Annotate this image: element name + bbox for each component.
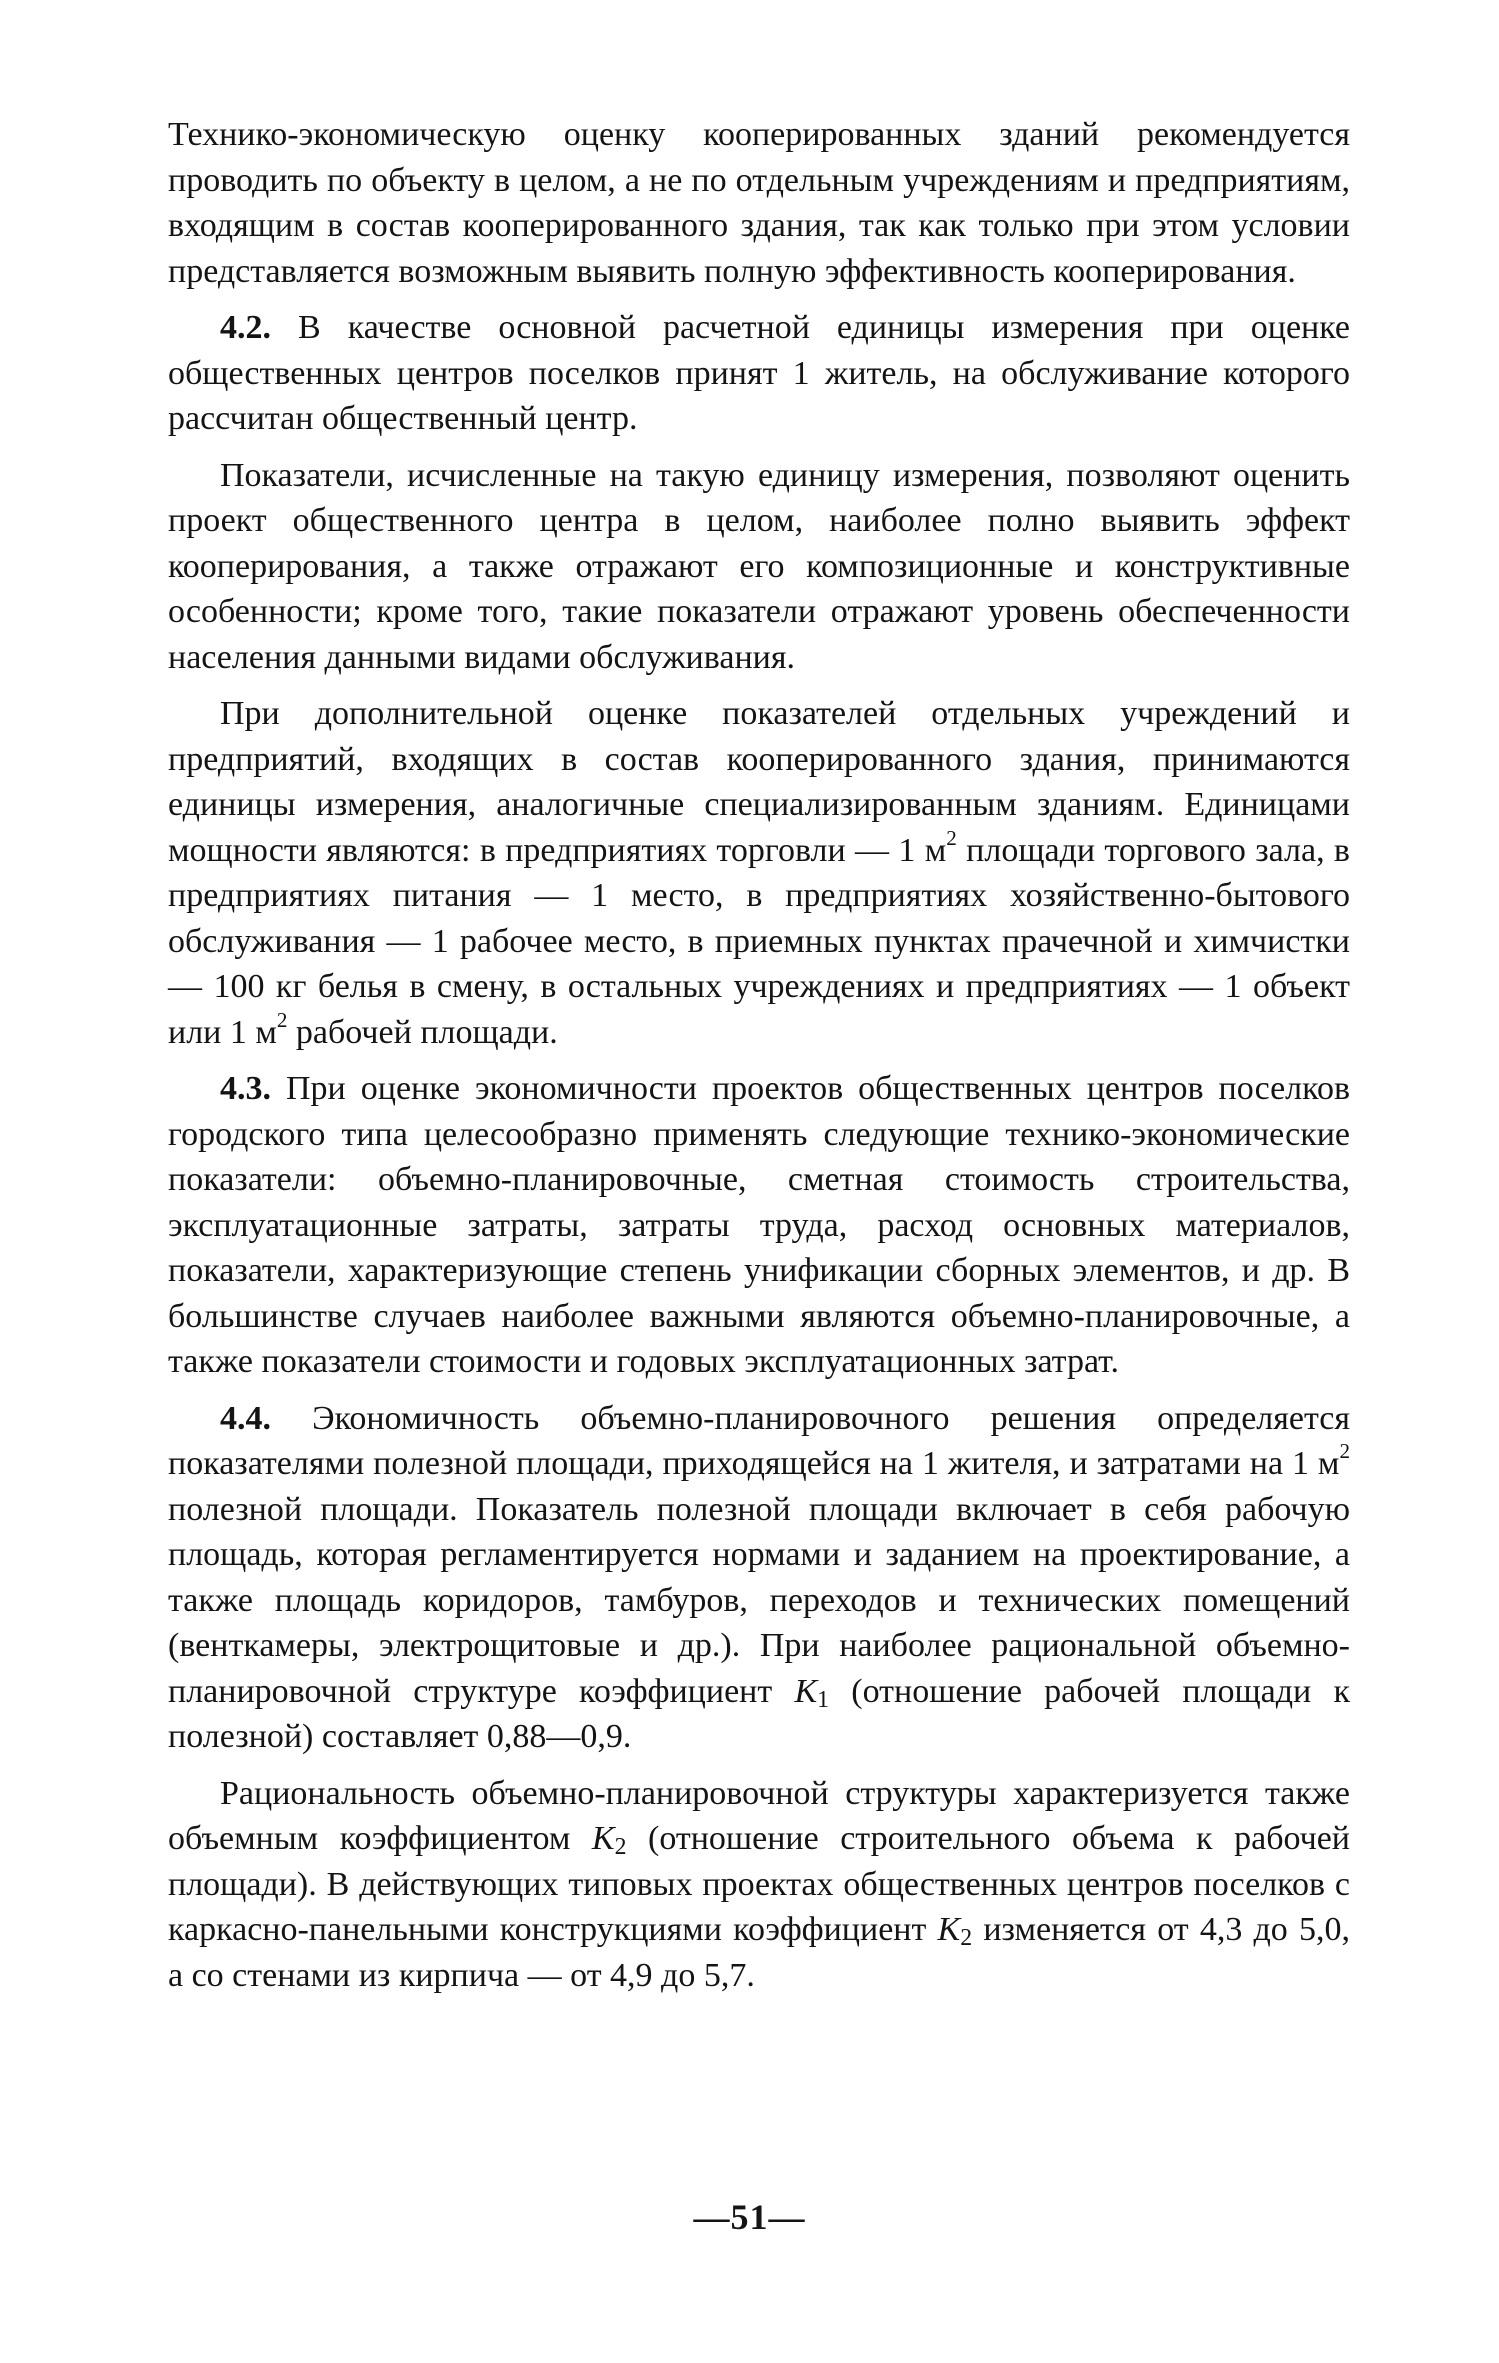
paragraph-text: изменяется от 4,3 до 5,0, а со стенами из кирпича — от 4,9 до 5,7. — [168, 1911, 1351, 1994]
paragraph-text: площади торгового зала, в предприятиях питания — 1 место, в предприятиях хозяйственно-бытового обслуживания — 1 рабочее место, в приемных пунктах прачечной и химчистки — 100 кг белья в смену, в остальных учреждениях и предприятиях — 1 объект или 1 м — [168, 831, 1350, 1051]
coefficient-symbol: K — [937, 1911, 961, 1948]
paragraph-text: При оценке экономичности проектов общественных центров поселков городского типа целесообразно применять следующие технико-экономические показатели: объемно-планировочные, сметная стоимость строительства, эксплуатационные затраты, затраты труда, расход основных материалов, показатели, характеризующие степень унификации сборных элементов, и др. В большинстве случаев наиболее важными являются объемно-планировочные, а также показатели стоимости и годовых эксплуатационных затрат. — [168, 1070, 1350, 1380]
subscript: 1 — [817, 1686, 830, 1713]
paragraph-text: полезной площади. Показатель полезной площади включает в себя рабочую площадь, которая регламентируется нормами и заданием на проектирование, а также площадь коридоров, тамбуров, переходов и технических помещений (венткамеры, электрощитовые и др.). При наиболее рациональной объемно-планировочной структуре коэффициент — [168, 1490, 1350, 1710]
page-body — [168, 112, 1350, 2009]
paragraph-text: При дополнительной оценке показателей отдельных учреждений и предприятий, входящих в состав кооперированного здания, принимаются единицы измерения, аналогичные специализированным зданиям. Единицами мощности являются: в предприятиях торговли — 1 м — [168, 695, 1350, 869]
section-number: 4.2. — [220, 309, 271, 346]
paragraph-4-2 — [168, 305, 1350, 442]
superscript: 2 — [276, 1007, 288, 1032]
paragraph-text: Рациональность объемно-планировочной структуры характеризуется также объемным коэффициентом — [168, 1774, 1350, 1857]
superscript: 2 — [946, 825, 957, 850]
section-number: 4.4. — [220, 1399, 271, 1437]
paragraph-text: Экономичность объемно-планировочного решения определяется показателями полезной площади, приходящейся на 1 жителя, и затратами на 1 м — [168, 1399, 1350, 1482]
superscript: 2 — [1339, 1439, 1350, 1464]
paragraph-capacity-units — [168, 691, 1350, 1055]
paragraph-4-3 — [168, 1066, 1350, 1385]
paragraph-text: (отношение строительного объема к рабочей площади). В действующих типовых проектах общественных центров поселков с каркасно-панельными конструкциями коэффициент — [168, 1820, 1350, 1948]
paragraph-text: В качестве основной расчетной единицы измерения при оценке общественных центров поселков принят 1 житель, на обслуживание которого рассчитан общественный центр. — [168, 309, 1350, 437]
paragraph-intro — [168, 112, 1350, 294]
coefficient-symbol: K — [591, 1820, 615, 1857]
paragraph-text: Показатели, исчисленные на такую единицу измерения, позволяют оценить проект общественного центра в целом, наиболее полно выявить эффект кооперирования, а также отражают его композиционные и конструктивные особенности; кроме того, такие показатели отражают уровень обеспеченности населения данными видами обслуживания. — [168, 456, 1350, 676]
subscript: 2 — [614, 1833, 627, 1860]
section-number: 4.3. — [220, 1070, 271, 1107]
paragraph-text: (отношение рабочей площади к полезной) составляет 0,88—0,9. — [168, 1672, 1350, 1755]
coefficient-symbol: K — [794, 1672, 818, 1710]
paragraph-text: Технико-экономическую оценку кооперированных зданий рекомендуется проводить по объекту в целом, а не по отдельным учреждениям и предприятиям, входящим в состав кооперированного здания, так как только при этом условии представляется возможным выявить полную эффективность кооперирования. — [168, 116, 1350, 290]
paragraph-indicators — [168, 453, 1350, 681]
paragraph-text: рабочей площади. — [287, 1013, 558, 1051]
subscript: 2 — [960, 1924, 973, 1951]
page-number: —51— — [693, 2197, 806, 2237]
paragraph-4-4 — [168, 1396, 1350, 1760]
paragraph-volume-coefficient — [168, 1771, 1350, 1999]
